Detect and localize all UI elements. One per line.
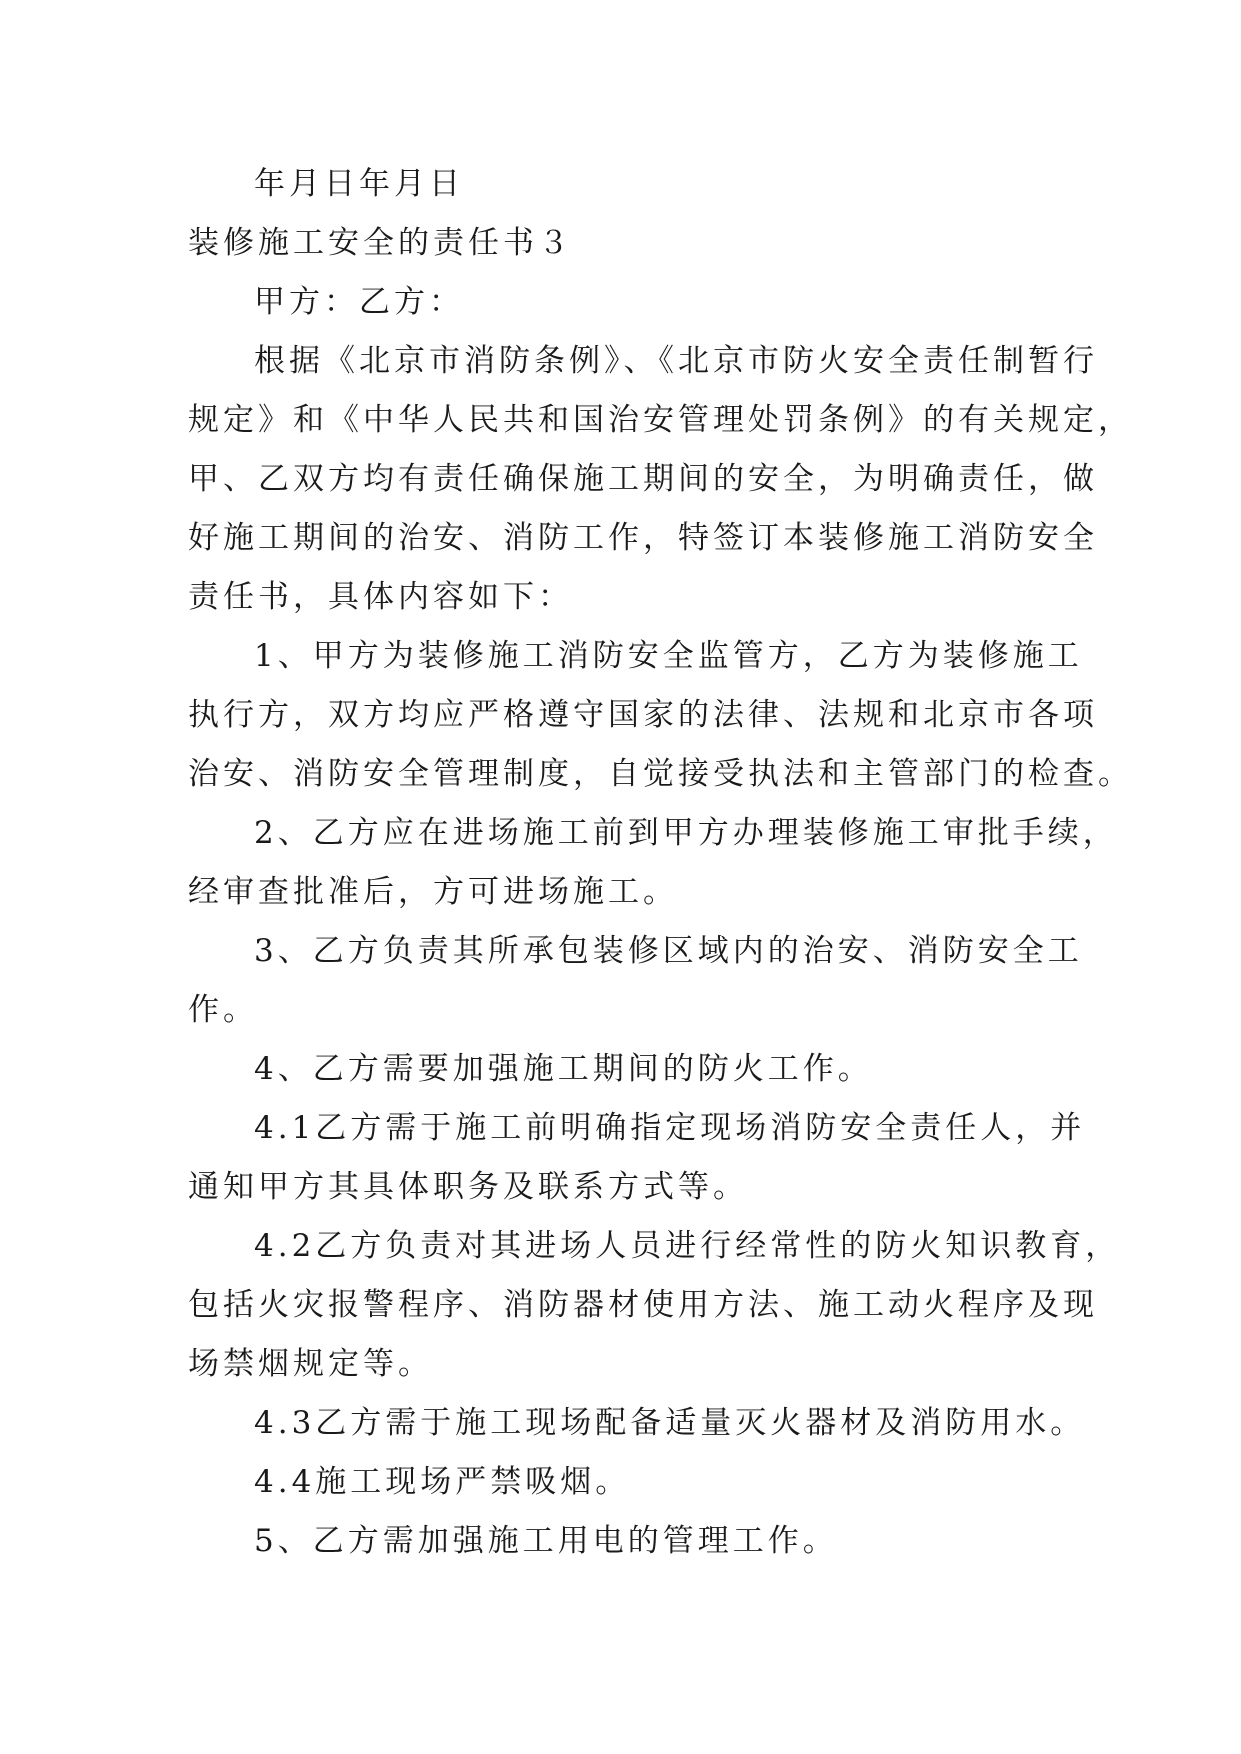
document-body	[188, 155, 1133, 1571]
clause-5-line: 5、乙方需加强施工用电的管理工作。	[254, 1523, 838, 1559]
parties-line: 甲方：乙方：	[254, 284, 464, 320]
clause-4-1-line: 通知甲方其具体职务及联系方式等。	[188, 1169, 748, 1205]
clause-4-4-line: 4.4施工现场严禁吸烟。	[254, 1464, 631, 1500]
clause-2-line: 2、乙方应在进场施工前到甲方办理装修施工审批手续，	[254, 815, 1118, 851]
paragraph-line: 根据《北京市消防条例》、《北京市防火安全责任制暂行	[254, 343, 1098, 379]
clause-1-line: 执行方，双方均应严格遵守国家的法律、法规和北京市各项	[188, 697, 1098, 733]
paragraph-line: 规定》和《中华人民共和国治安管理处罚条例》的有关规定，	[188, 402, 1133, 438]
clause-1-line: 治安、消防安全管理制度，自觉接受执法和主管部门的检查。	[188, 756, 1133, 792]
date-line: 年月日年月日	[254, 166, 464, 202]
paragraph-line: 甲、乙双方均有责任确保施工期间的安全，为明确责任，做	[188, 461, 1098, 497]
clause-3-line: 3、乙方负责其所承包装修区域内的治安、消防安全工	[254, 933, 1083, 969]
clause-4-3-line: 4.3乙方需于施工现场配备适量灭火器材及消防用水。	[254, 1405, 1086, 1441]
clause-4-1-line: 4.1乙方需于施工前明确指定现场消防安全责任人，并	[254, 1110, 1086, 1146]
clause-2-line: 经审查批准后，方可进场施工。	[188, 874, 678, 910]
paragraph-line: 责任书，具体内容如下：	[188, 579, 573, 615]
section-title: 装修施工安全的责任书３	[188, 225, 573, 261]
paragraph-line: 好施工期间的治安、消防工作，特签订本装修施工消防安全	[188, 520, 1098, 556]
clause-4-2-line: 4.2乙方负责对其进场人员进行经常性的防火知识教育，	[254, 1228, 1121, 1264]
clause-4-2-line: 场禁烟规定等。	[188, 1346, 433, 1382]
clause-3-line: 作。	[188, 992, 258, 1028]
clause-4-line: 4、乙方需要加强施工期间的防火工作。	[254, 1051, 873, 1087]
clause-4-2-line: 包括火灾报警程序、消防器材使用方法、施工动火程序及现	[188, 1287, 1098, 1323]
clause-1-line: 1、甲方为装修施工消防安全监管方，乙方为装修施工	[254, 638, 1083, 674]
